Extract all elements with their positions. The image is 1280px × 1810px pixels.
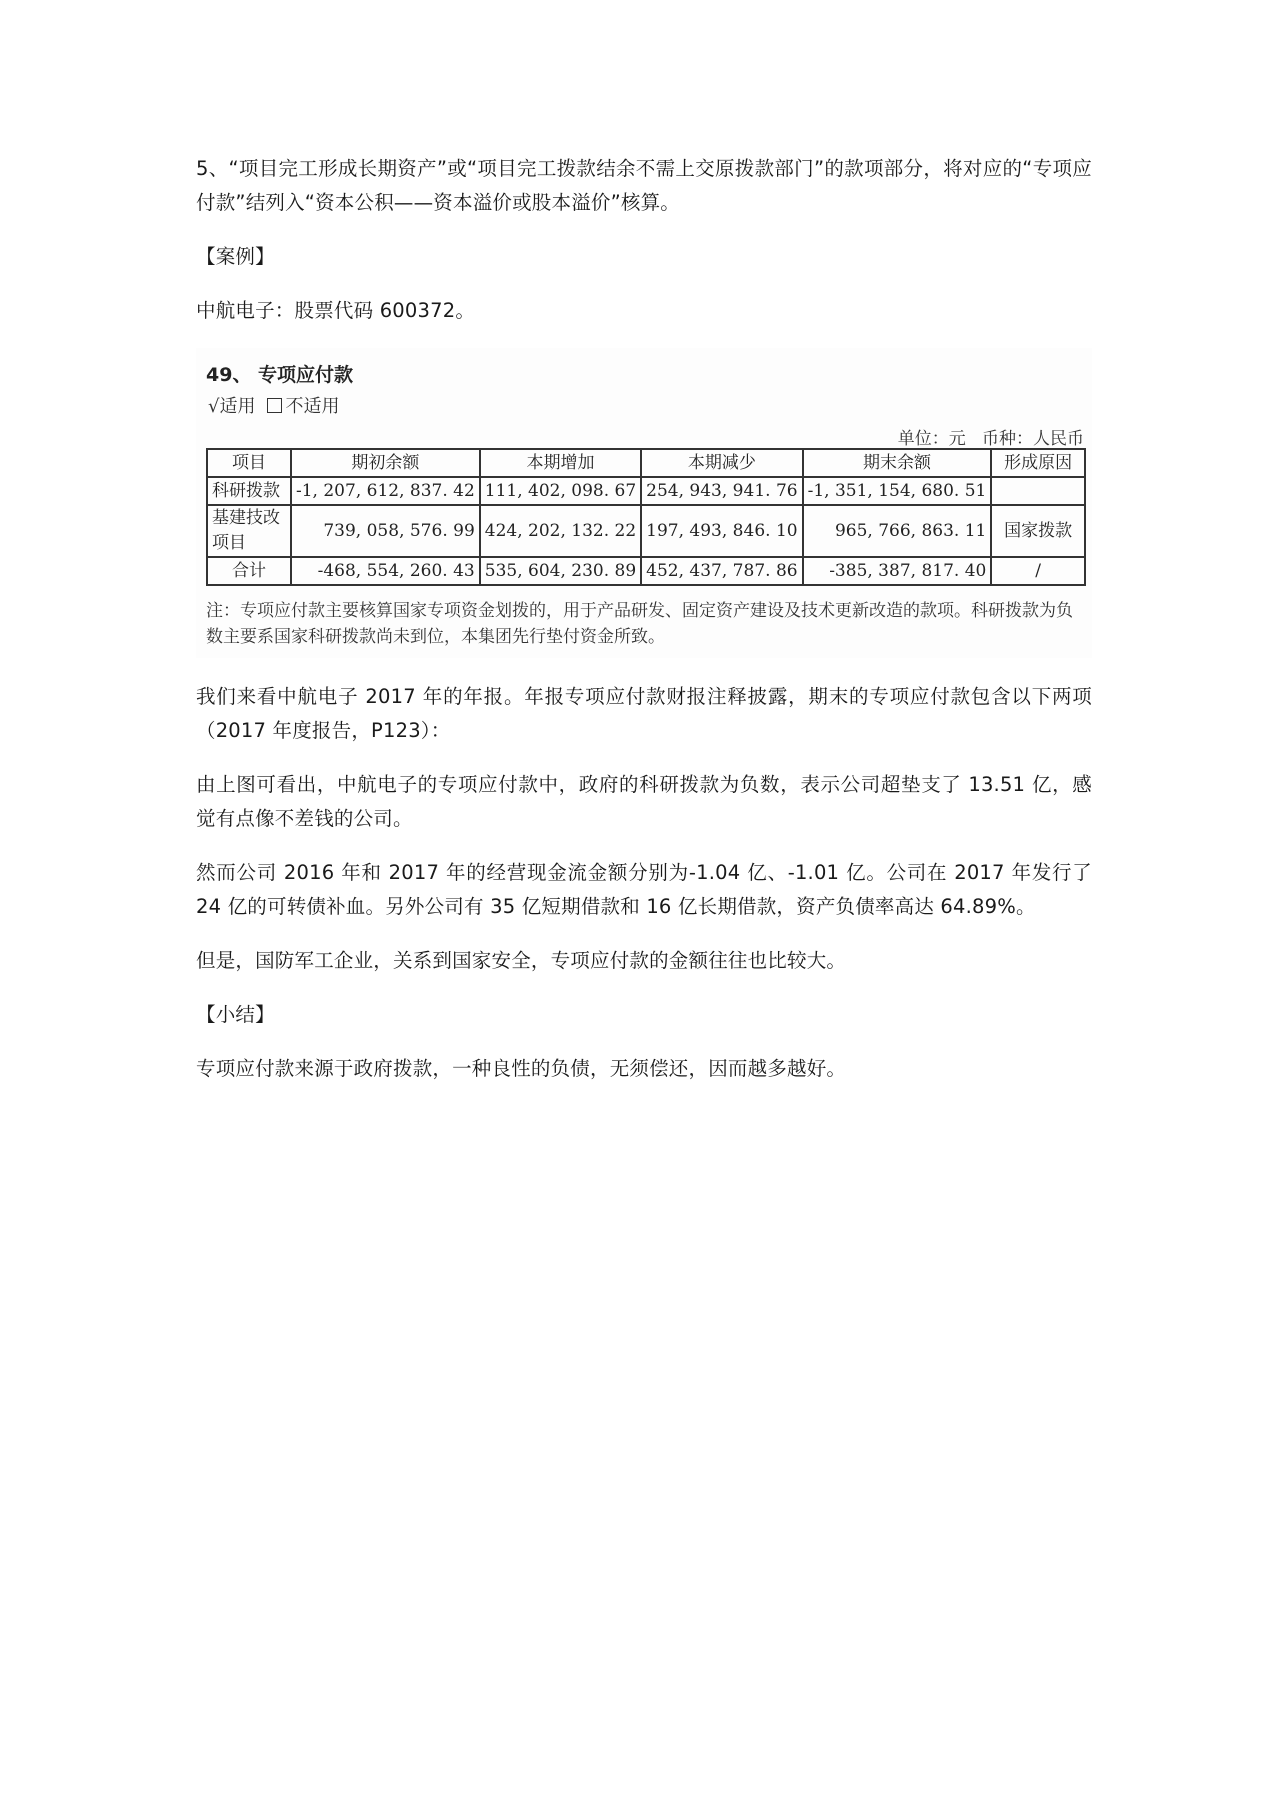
row-closing: -385, 387, 817. 40 (803, 557, 992, 585)
paragraph-summary: 专项应付款来源于政府拨款，一种良性的负债，无须偿还，因而越多越好。 (196, 1057, 847, 1080)
row-increase: 424, 202, 132. 22 (480, 505, 641, 557)
row-opening: -468, 554, 260. 43 (291, 557, 480, 585)
col-header-item: 项目 (207, 449, 291, 477)
row-decrease: 197, 493, 846. 10 (641, 505, 802, 557)
col-header-reason: 形成原因 (991, 449, 1085, 477)
unit-currency-label: 单位：元 币种：人民币 (897, 429, 1084, 449)
embedded-table-image (196, 348, 1092, 658)
table-row (207, 477, 1085, 505)
row-increase: 111, 402, 098. 67 (480, 477, 641, 505)
row-decrease: 254, 943, 941. 76 (641, 477, 802, 505)
row-closing: -1, 351, 154, 680. 51 (803, 477, 992, 505)
document-body (196, 152, 1092, 1106)
row-opening: -1, 207, 612, 837. 42 (291, 477, 480, 505)
row-opening: 739, 058, 576. 99 (291, 505, 480, 557)
paragraph-annual-report: 我们来看中航电子 2017 年的年报。年报专项应付款财报注释披露，期末的专项应付款包含以下两项（2017 年度报告，P123）： (196, 685, 1092, 742)
checkbox-icon (267, 398, 282, 413)
row-item: 合计 (207, 557, 291, 585)
row-closing: 965, 766, 863. 11 (803, 505, 992, 557)
row-reason: / (991, 557, 1085, 585)
paragraph-cashflow: 然而公司 2016 年和 2017 年的经营现金流金额分别为-1.04 亿、-1.01 亿。公司在 2017 年发行了 24 亿的可转债补血。另外公司有 35 亿短期借款和 16 亿长期借款，资产负债率高达 64.89%。 (196, 861, 1092, 918)
applicable-check: √适用 (208, 396, 256, 417)
paragraph-analysis: 由上图可看出，中航电子的专项应付款中，政府的科研拨款为负数，表示公司超垫支了 13.51 亿，感觉有点像不差钱的公司。 (196, 773, 1092, 830)
col-header-opening: 期初余额 (291, 449, 480, 477)
paragraph-stock-code: 中航电子：股票代码 600372。 (196, 299, 476, 322)
paragraph-defense: 但是，国防军工企业，关系到国家安全，专项应付款的金额往往也比较大。 (196, 949, 847, 972)
table-heading: 49、 专项应付款 (206, 364, 354, 386)
col-header-increase: 本期增加 (480, 449, 641, 477)
col-header-closing: 期末余额 (803, 449, 992, 477)
row-item: 基建技改项目 (207, 505, 291, 557)
row-item: 科研拨款 (207, 477, 291, 505)
col-header-decrease: 本期减少 (641, 449, 802, 477)
applicability-line (208, 392, 339, 418)
paragraph-rule-5: 5、“项目完工形成长期资产”或“项目完工拨款结余不需上交原拨款部门”的款项部分，将对应的“专项应付款”结列入“资本公积——资本溢价或股本溢价”核算。 (196, 157, 1092, 214)
section-heading-summary: 【小结】 (196, 1003, 275, 1026)
table-footnote: 注：专项应付款主要核算国家专项资金划拨的，用于产品研发、固定资产建设及技术更新改造的款项。科研拨款为负数主要系国家科研拨款尚未到位，本集团先行垫付资金所致。 (206, 601, 1073, 647)
row-reason (991, 477, 1085, 505)
row-increase: 535, 604, 230. 89 (480, 557, 641, 585)
special-payables-table (206, 448, 1086, 586)
table-total-row (207, 557, 1085, 585)
row-decrease: 452, 437, 787. 86 (641, 557, 802, 585)
table-header-row (207, 449, 1085, 477)
table-row (207, 505, 1085, 557)
section-heading-case: 【案例】 (196, 245, 275, 268)
row-reason: 国家拨款 (991, 505, 1085, 557)
not-applicable-label: 不适用 (285, 396, 340, 417)
